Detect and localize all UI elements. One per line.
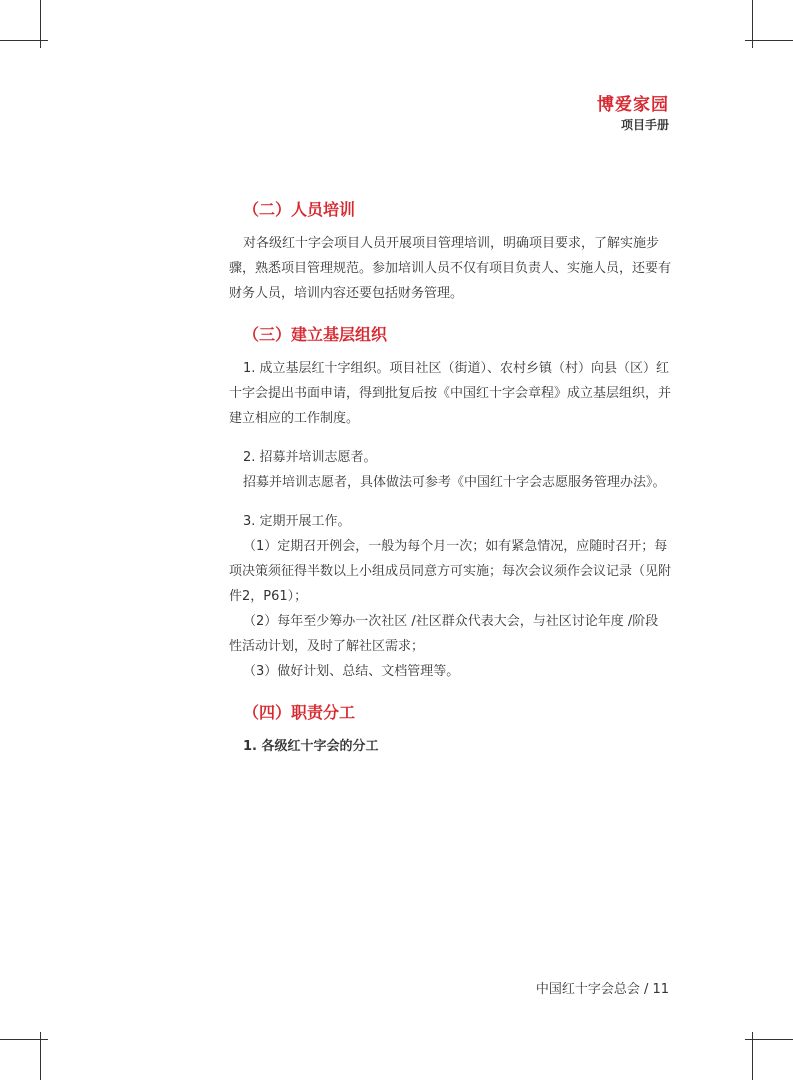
org-item-3-a: （1）定期召开例会，一般为每个月一次；如有紧急情况，应随时召开；每项决策须征得半数以上小组成员同意方可实施；每次会议须作会议记录（见附件2，P61）； — [229, 539, 672, 604]
org-item-3-b: （2）每年至少筹办一次社区 /社区群众代表大会，与社区讨论年度 /阶段性活动计划，及时了解社区需求； — [229, 614, 659, 654]
section-heading-training: （二）人员培训 — [243, 200, 356, 219]
crop-mark — [745, 40, 793, 41]
crop-mark — [0, 1039, 48, 1040]
org-item-3-c: （3）做好计划、总结、文档管理等。 — [243, 664, 460, 679]
org-item-3-title: 3. 定期开展工作。 — [243, 514, 351, 529]
section-heading-organization: （三）建立基层组织 — [243, 325, 388, 344]
page-footer: 中国红十字会总会 / 11 — [535, 982, 669, 997]
brand-title: 博爱家园 — [597, 95, 669, 115]
section-heading-duties: （四）职责分工 — [243, 703, 356, 722]
page-header — [597, 94, 669, 134]
training-paragraph: 对各级红十字会项目人员开展项目管理培训，明确项目要求，了解实施步骤，熟悉项目管理规范。参加培训人员不仅有项目负责人、实施人员，还要有财务人员，培训内容还要包括财务管理。 — [229, 236, 672, 301]
org-item-1: 1. 成立基层红十字组织。项目社区（街道）、农村乡镇（村）向县（区）红十字会提出书面申请，得到批复后按《中国红十字会章程》成立基层组织，并建立相应的工作制度。 — [229, 361, 672, 426]
org-item-2-title: 2. 招募并培训志愿者。 — [243, 450, 377, 465]
crop-mark — [745, 1039, 793, 1040]
main-content — [229, 199, 671, 759]
brand-subtitle: 项目手册 — [620, 118, 669, 132]
org-item-2-body: 招募并培训志愿者，具体做法可参考《中国红十字会志愿服务管理办法》。 — [243, 475, 666, 490]
duties-item-1: 1. 各级红十字会的分工 — [243, 739, 379, 754]
crop-mark — [0, 40, 48, 41]
